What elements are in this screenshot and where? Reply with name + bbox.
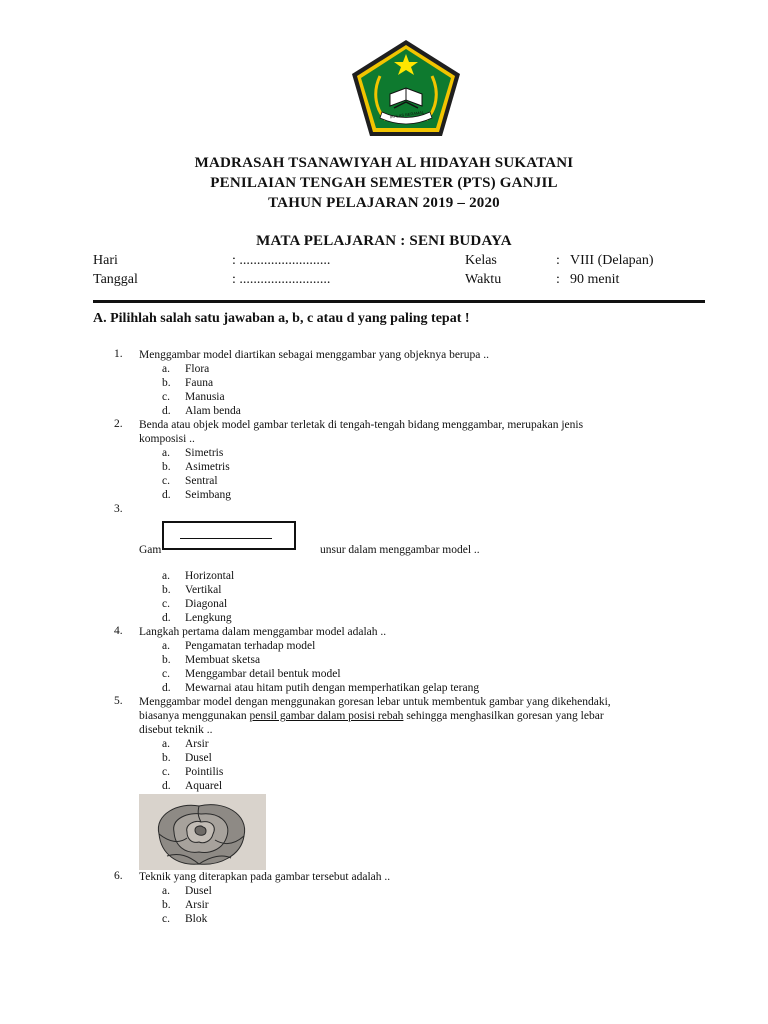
option: c. Manusia [162,391,225,403]
school-name: MADRASAH TSANAWIYAH AL HIDAYAH SUKATANI [194,155,574,171]
option: a. Dusel [162,885,212,897]
option: b. Arsir [162,899,209,911]
option: b. Membuat sketsa [162,654,261,666]
option: d. Alam benda [162,405,241,417]
question-number: 5. [114,695,123,707]
question-number: 4. [114,625,123,637]
option: a. Simetris [162,447,224,459]
waktu-value: 90 menit [570,272,620,287]
kelas-value: VIII (Delapan) [570,253,654,268]
option: b. Vertikal [162,584,222,596]
option: c. Blok [162,913,208,925]
option: c. Diagonal [162,598,228,610]
hari-label: Hari [93,253,118,268]
question-text: Benda atau objek model gambar terletak di tengah-tengah bidang menggambar, merupakan jenis [139,419,584,431]
question-text-start: Gam [139,544,162,556]
header-divider [93,300,705,303]
hari-value: : .......................... [232,253,331,268]
option: d. Aquarel [162,780,223,792]
option: b. Dusel [162,752,212,764]
academic-year: TAHUN PELAJARAN 2019 – 2020 [268,195,500,211]
option: d. Lengkung [162,612,232,624]
kelas-label: Kelas [465,253,497,268]
madrasah-logo [350,38,462,138]
question-text-cont: komposisi .. [139,433,195,445]
question-number: 1. [114,348,123,360]
option: a. Horizontal [162,570,235,582]
logo-ribbon-text: IKHLAS BERAMAL [389,109,425,120]
option: c. Pointilis [162,766,224,778]
question-text: Langkah pertama dalam menggambar model adalah .. [139,626,387,638]
option: c. Sentral [162,475,218,487]
waktu-label: Waktu [465,272,502,287]
option: a. Flora [162,363,210,375]
kelas-sep: : [556,253,560,268]
tanggal-label: Tanggal [93,272,138,287]
option: a. Pengamatan terhadap model [162,640,316,652]
option: b. Asimetris [162,461,230,473]
option: d. Mewarnai atau hitam putih dengan memperhatikan gelap terang [162,682,480,694]
rose-drawing-image [139,794,266,870]
option: c. Menggambar detail bentuk model [162,668,341,680]
question-text: Menggambar model dengan menggunakan goresan lebar untuk membentuk gambar yang dikehendaki, [139,696,611,708]
underlined-phrase: pensil gambar dalam posisi rebah [249,710,404,722]
option: d. Seimbang [162,489,231,501]
horizontal-line-image [162,521,296,550]
subject-title: MATA PELAJARAN : SENI BUDAYA [256,233,512,249]
question-text: Menggambar model diartikan sebagai menggambar yang objeknya berupa .. [139,349,489,361]
option: b. Fauna [162,377,214,389]
question-text-end: unsur dalam menggambar model .. [320,544,480,556]
tanggal-value: : .......................... [232,272,331,287]
question-number: 6. [114,870,123,882]
question-text-cont: disebut teknik .. [139,724,213,736]
option: a. Arsir [162,738,209,750]
question-number: 2. [114,418,123,430]
question-number: 3. [114,503,123,515]
waktu-sep: : [556,272,560,287]
question-text-cont: biasanya menggunakan pensil gambar dalam posisi rebah sehingga menghasilkan goresan yang lebar [139,710,604,722]
exam-title: PENILAIAN TENGAH SEMESTER (PTS) GANJIL [210,175,558,191]
question-text: Teknik yang diterapkan pada gambar tersebut adalah .. [139,871,391,883]
section-a-instruction: A. Pilihlah salah satu jawaban a, b, c atau d yang paling tepat ! [93,311,470,326]
